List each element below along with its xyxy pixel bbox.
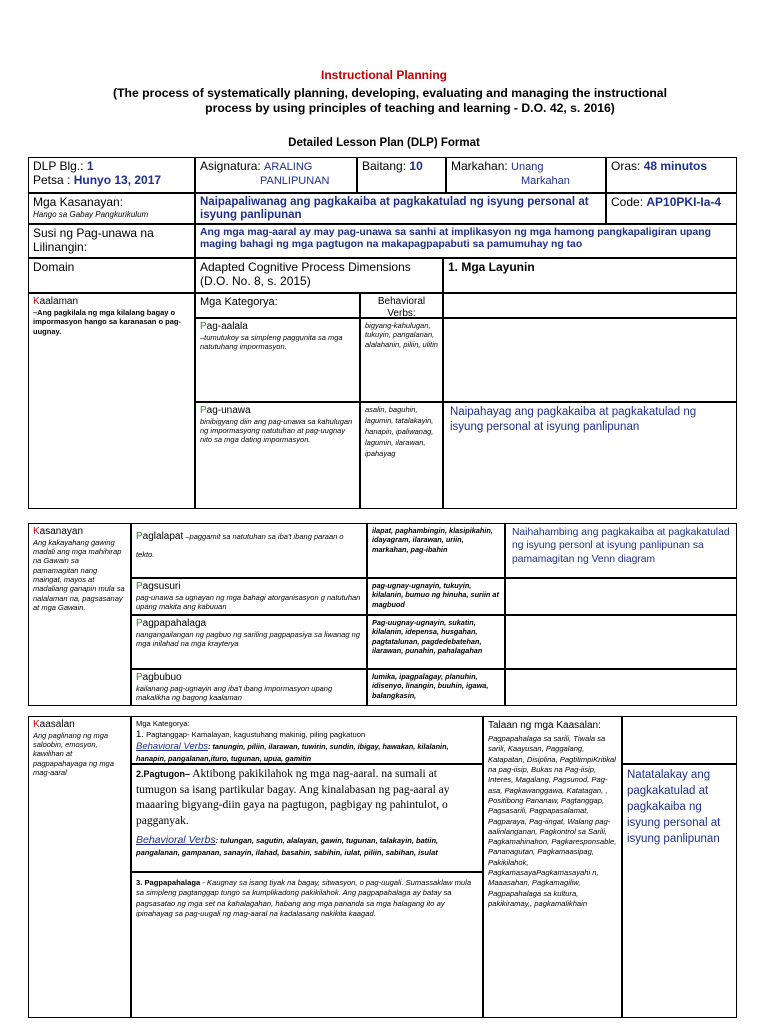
kaasalan-domain-cell [28, 716, 131, 1018]
pagpapahalaga-initial: P [136, 618, 143, 629]
kaasalan-objective: Natatalakay ang pagkakatulad at pagkakaiba ng isyung personal at isyung panlipunan [622, 764, 737, 1018]
pagsusuri-title: agsusuri [142, 581, 181, 592]
kasanayan-title: asanayan [39, 526, 84, 537]
pagunawa-objective: Naipahayag ang pagkakaiba at pagkakatulad ng isyung personal at isyung panlipunan [443, 402, 737, 509]
baitang-value: 10 [409, 159, 423, 173]
paglalapat-desc: –paggamit sa natutuhan sa iba't ibang paraan o tekto. [136, 532, 344, 560]
oras-label: Oras: [611, 159, 641, 173]
asignatura-value-2: PANLIPUNAN [260, 174, 330, 187]
item2-title: Pagtugon– [143, 769, 191, 779]
asignatura-cell [195, 157, 357, 193]
markahan-value-2: Markahan [521, 174, 570, 187]
kaalaman-obj-header [443, 293, 737, 318]
baitang-label: Baitang: [362, 159, 407, 173]
kaasalan-obj-top [622, 716, 737, 764]
petsa-label: Petsa : [33, 172, 71, 187]
kaasalan-kategorya-label: Mga Kategorya: [136, 719, 190, 728]
pagbubuo-desc: kailanang pag-ugnayin ang iba't ibang impormasyon upang makalikha ng bagong kaalaman [136, 683, 333, 702]
pagpapahalaga-cell [131, 615, 367, 669]
kaasalan-item3-cell [131, 872, 483, 1018]
item2-verbs-label: Behavioral Verbs [136, 834, 216, 847]
kasanayan-label-cell [28, 193, 195, 224]
pagbubuo-cell [131, 669, 367, 706]
pagaalala-cell [195, 318, 360, 402]
pagunawa-desc: binibigyang diin ang pag-unawa sa kahulugan ng impormasyong natutuhan at pag-uugnay nito sa mga dating impormasyon. [200, 416, 353, 445]
domain-label-cell: Domain [28, 258, 195, 293]
kaasalan-item1-cell [131, 716, 483, 764]
paglalapat-objective: Naihahambing ang pagkakaiba at pagkakatulad ng isyung personl at isyung panlipunan sa pamamagitan ng Venn diagram [505, 523, 737, 578]
talaan-cell [483, 716, 622, 1018]
kaalaman-title: aalaman [39, 296, 79, 307]
pagpapahalaga-verbs: Pag-uugnay-ugnayin, sukatin, kilalanin, idepensa, husgahan, pagtatalunan, pagdedebatehan, ilarawan, punahin, pahalagahan [367, 615, 505, 669]
kaasalan-initial: K [33, 719, 40, 730]
kaalaman-verbs-header: Behavioral Verbs: [360, 293, 443, 318]
kasanayan-label: Mga Kasanayan: [33, 195, 124, 209]
paglalapat-title: aglalapat [142, 531, 184, 542]
pagunawa-initial: P [200, 405, 207, 416]
kaasalan-desc: Ang paglinang ng mga saloobin, emosyon, kawilihan at pagpapahayaga ng mga mag-aaral [33, 730, 114, 777]
acpd-label-cell: Adapted Cognitive Process Dimensions (D.O. No. 8, s. 2015) [195, 258, 443, 293]
paglalapat-initial: P [136, 531, 143, 542]
pagpapahalaga-objective [505, 615, 737, 669]
item1-verbs-label: Behavioral Verbs [136, 741, 208, 753]
oras-value: 48 minutos [643, 159, 708, 173]
pagbubuo-title: agbubuo [142, 672, 182, 683]
page-subtitle-line-1: (The process of systematically planning, developing, evaluating and managing the instructional [113, 86, 667, 100]
talaan-label: Talaan ng mga Kaasalan [488, 720, 599, 731]
pagaalala-objective [443, 318, 737, 402]
pagsusuri-desc: pag-unawa sa ugnayan ng mga bahagi atorganisasyon g natutuhan upang makita ang kabuuan [136, 592, 361, 611]
code-value: AP10PKI-Ia-4 [646, 195, 722, 209]
code-cell [606, 193, 737, 224]
kaalaman-domain-cell [28, 293, 195, 509]
pagsusuri-cell [131, 578, 367, 615]
markahan-cell [446, 157, 606, 193]
paglalapat-cell [131, 523, 367, 578]
kaalaman-kategorya-header: Mga Kategorya: [195, 293, 360, 318]
markahan-label: Markahan: [451, 159, 508, 173]
item1-num: 1. [136, 728, 144, 740]
markahan-value-1: Unang [511, 161, 544, 173]
kasanayan-initial: K [33, 526, 40, 537]
item3-title: Pagpapahalaga [144, 878, 201, 887]
pagsusuri-objective [505, 578, 737, 615]
kasanayan-sub: Hango sa Gabay Pangkurikulum [33, 209, 149, 219]
item1-title: Pagtanggap- Kamalayan, kagustuhang makinig, piling pagkatuon [146, 729, 366, 739]
pagaalala-initial: P [200, 321, 207, 332]
kaalaman-desc: –Ang pagkilala ng mga kilalang bagay o impormasyon hango sa karanasan o pag-uugnay. [33, 307, 181, 336]
petsa-value: Hunyo 13, 2017 [73, 172, 162, 187]
dlp-info-cell [28, 157, 195, 193]
page-subtitle-line-2: process by using principles of teaching and learning - D.O. 42, s. 2016) [205, 101, 615, 115]
pagsusuri-verbs: pag-ugnay-ugnayin, tukuyin, kilalanin, bumuo ng hinuha, suriin at magbuod [367, 578, 505, 615]
pagunawa-cell [195, 402, 360, 509]
kaasalan-title: aasalan [39, 719, 75, 730]
item2-text: Aktibong pakikilahok ng mga nag-aaral. na sumali at tumugon sa isang partikular bagay. Ang kinalabasan ng pag-aaral ay maaaring bigyang-diin gaya na pagtugon, pagbigay ng pahintulot, o pagganyak. [136, 768, 450, 827]
pagaalala-verbs: bigyang-kahulugan, tukuyin, pangalanan, alalahanin, piliin, ulitin [360, 318, 443, 402]
pagpapahalaga-title: agpapahalaga [142, 618, 207, 629]
dlp-value: 1 [86, 159, 94, 173]
dlp-label: DLP Blg.: [33, 159, 84, 173]
susi-value-cell: Ang mga mag-aaral ay may pag-unawa sa sanhi at implikasyon ng mga hamong pangkapaligiran upang maging bahagi ng mga pagtugon na makapagpapabuti sa pamumuhay ng tao [195, 224, 737, 258]
page-title: Instructional Planning [320, 68, 447, 82]
item1-verbs: : tanungin, piliin, ilarawan, tuwirin, sundin, ibigay, hawakan, kilalanin, hanapin, pangalanan,ituro, tugunan, upua, gamitin [136, 742, 449, 763]
item3-num: 3. [136, 878, 143, 887]
baitang-cell [357, 157, 446, 193]
pagaalala-desc: –tumutukoy sa simpleng paggunita sa mga natutuhang impormasyon. [200, 332, 343, 351]
talaan-colon: : [598, 720, 601, 731]
kasanayan-desc: Ang kakayahang gawing madali ang mga mahihirap na Gawain sa pamamagitan nang maingat, mayos at madaliang ganapin mula sa nalalaman na, pagsasanay at mga Gawain. [33, 537, 125, 613]
item2-verbs: : tulungan, sagutin, alalayan, gawin, tugunan, talakayin, batiin, pangalanan, gampanan, sanayin, ilahad, basahin, sabihin, iulat, piliin, sabihan, isulat [136, 836, 439, 857]
item3-text: - Kaugnay sa isang tiyak na bagay, sitwasyon, o pag-uugali. Sumassaklaw mula sa simpleng pagtanggap tungo sa kumplikadong pakikilahok. Ang pagpapahalaga ay batay sa pagsasatao ng mga set na kahalagahan, habang ang mga pananda sa mga halagang ito ay ipinahayag sa pag-uugali ng mag-aaral na kadalasang nakikita kaagad. [136, 878, 472, 918]
layunin-label-cell: 1. Mga Layunin [443, 258, 737, 293]
pagbubuo-initial: P [136, 672, 143, 683]
asignatura-value-1: ARALING [264, 161, 313, 173]
kaasalan-item2-cell [131, 764, 483, 872]
talaan-list: Pagpapahalaga sa sarili, Tiwala sa sarili, Kaayusan, Paggalang, Katapatan, Disiplina, PagtitimpiKritikal na pag-iisip, Bukas na Pag-iisip, Interes, Magalang, Pagsunod, Pag-asa, Pagkawanggawa, Katatagan, , Positibong Pananaw, Pagtanggap, Pagsasarili, Pagpapasalamat, Pagparaya, Pag-iingat, Walang pag-aalinlanganan, Pagkontrol sa Sarili, Pagkamahinahon, Pagkaresponsable, Pananagutan, Pagkamaasipag, Pakikilahok, PagkamasayaPagkamasayahi n, Maaasahan, Pagkamagiliw, Pagpapahalaga sa kultura, pakikiramay,, pagkamalikhain [488, 734, 617, 908]
pagunawa-verbs: asalin, baguhin, lagumin, tatalakayin, hanapin, ipaliwanag, lagumin, ilarawan, ipahayag [360, 402, 443, 509]
kaalaman-initial: K [33, 296, 40, 307]
kasanayan-domain-cell [28, 523, 131, 706]
pagaalala-title: ag-aalala [206, 321, 248, 332]
format-title: Detailed Lesson Plan (DLP) Format [288, 137, 480, 149]
pagsusuri-initial: P [136, 581, 143, 592]
paglalapat-verbs: ilapat, paghambingin, klasipikahin, idayagram, ilarawan, uriin, markahan, pag-ibahin [367, 523, 505, 578]
susi-label-cell: Susi ng Pag-unawa na Lilinangin: [28, 224, 195, 258]
pagbubuo-verbs: lumika, ipagpalagay, planuhin, idisenyo, linangin, buuhin, igawa, balangkasin, [367, 669, 505, 706]
item2-num: 2. [136, 769, 144, 779]
pagbubuo-objective [505, 669, 737, 706]
pagunawa-title: ag-unawa [206, 405, 251, 416]
asignatura-label: Asignatura: [200, 159, 261, 173]
kasanayan-value-cell: Naipapaliwanag ang pagkakaiba at pagkakatulad ng isyung personal at isyung panlipunan [195, 193, 606, 224]
code-label: Code: [611, 195, 644, 209]
pagpapahalaga-desc: nangangailangan ng pagbuo ng sariling pagpapasiya sa liwanag ng mga inilahad na mga krayterya [136, 629, 360, 648]
oras-cell [606, 157, 737, 193]
